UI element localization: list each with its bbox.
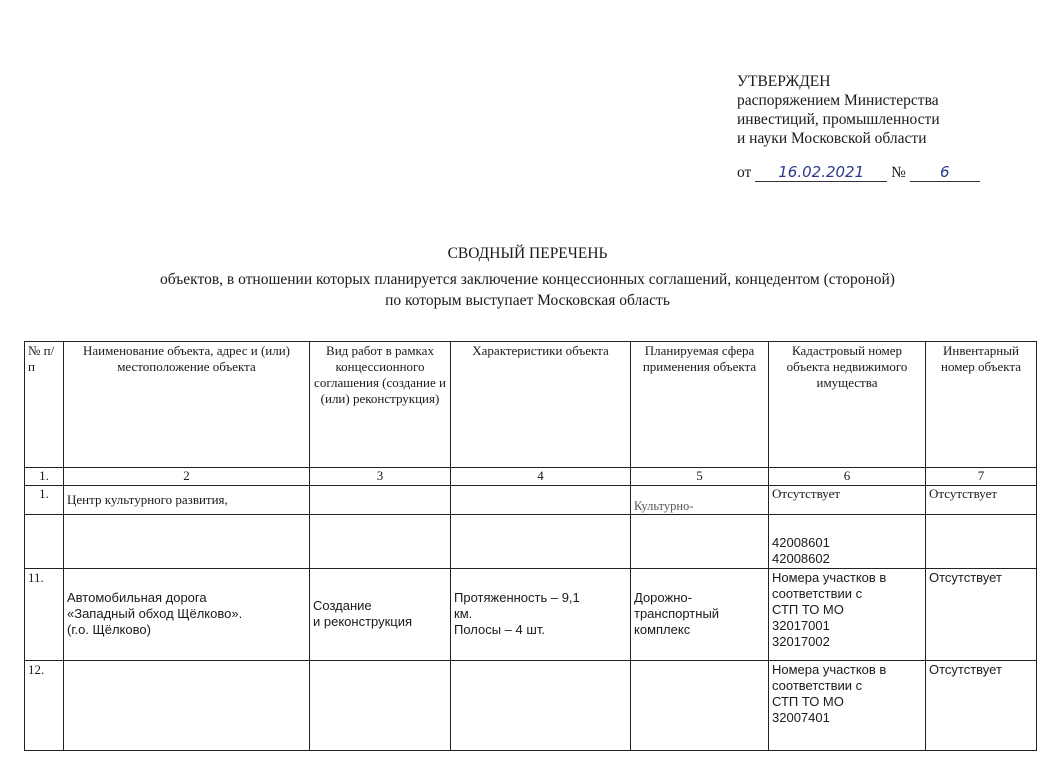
colnum-1: 1. [25,468,64,486]
header-characteristics: Характеристики объекта [451,342,631,468]
objects-table-top [24,341,1037,515]
cont-cadastral-line: 42008601 [772,534,830,550]
row11-cad-line: соответствии с [772,585,863,601]
row12-inventory: Отсутствует [926,660,1037,750]
row12-characteristics [451,660,631,750]
colnum-2: 2 [64,468,310,486]
row1-sphere-cell [631,486,769,515]
cont-inventory [926,512,1037,568]
row11-work-line: Создание [313,598,372,613]
row12-cad-line: соответствии с [772,677,863,693]
row12-cad-line: Номера участков в [772,661,887,677]
row11-cad-line: Номера участков в [772,569,887,585]
document-subtitle-line2: по которым выступает Московская область [385,292,670,309]
row12-cad-line: СТП ТО МО [772,693,844,709]
row11-cad-line: 32017001 [772,617,830,633]
row1-cadastral: Отсутствует [769,486,926,515]
cont-characteristics [451,512,631,568]
cont-work [310,512,451,568]
date-prefix: от [737,164,752,181]
colnum-5: 5 [631,468,769,486]
row11-sphere-line: комплекс [634,622,691,637]
cont-cadastral [769,512,926,568]
row11-cadastral [769,568,926,660]
approval-authority-line2: инвестиций, промышленности [737,111,940,128]
header-sphere: Планируемая сфера применения объекта [631,342,769,468]
row11-inventory: Отсутствует [926,568,1037,660]
approval-date-number [737,163,1037,182]
row11-char-line: км. [454,606,473,621]
row12-name [64,660,310,750]
row12-cad-line: 32007401 [772,709,830,725]
approval-number: 6 [910,164,980,182]
cont-cadastral-line: 42008602 [772,550,830,566]
column-number-row [25,468,1037,486]
approval-authority-line1: распоряжением Министерства [737,92,939,109]
row11-sphere-line: Дорожно- [634,590,692,605]
header-number: № п/п [25,342,64,468]
row1-sphere: Культурно- [634,499,694,513]
row11-sphere-line: транспортный [634,606,720,621]
row12-cadastral [769,660,926,750]
cont-name [64,512,310,568]
row11-name-line: (г.о. Щёлково) [67,622,151,637]
document-subtitle-line1: объектов, в отношении которых планируется заключение концессионных соглашений, концедентом (стороной) [160,271,895,288]
header-cadastral: Кадастровый номер объекта недвижимого имущества [769,342,926,468]
row11-sphere [631,568,769,660]
row1-work [310,486,451,515]
header-work-type: Вид работ в рамках концессионного соглашения (создание и (или) реконструкция) [310,342,451,468]
row11-char-line: Полосы – 4 шт. [454,622,545,637]
row11-work-line: и реконструкция [313,614,413,629]
approval-status: УТВЕРЖДЕН [737,73,831,90]
cont-number [25,512,64,568]
header-name: Наименование объекта, адрес и (или) местоположение объекта [64,342,310,468]
row1-characteristics [451,486,631,515]
approval-date: 16.02.2021 [755,164,887,182]
table-row-1 [25,486,1037,515]
row1-number: 1. [25,486,64,515]
row11-cad-line: 32017002 [772,633,830,649]
table-header-row [25,342,1037,468]
number-prefix: № [891,164,906,181]
row12-sphere [631,660,769,750]
row1-inventory: Отсутствует [926,486,1037,515]
table-row-11 [25,568,1037,660]
colnum-3: 3 [310,468,451,486]
row1-name: Центр культурного развития, [67,492,228,507]
document-title: СВОДНЫЙ ПЕРЕЧЕНЬ [447,245,608,262]
header-inventory: Инвентарный номер объекта [926,342,1037,468]
colnum-6: 6 [769,468,926,486]
row11-characteristics [451,568,631,660]
colnum-4: 4 [451,468,631,486]
row1-name-cell [64,486,310,515]
objects-table-bottom [24,512,1037,751]
row12-number: 12. [25,660,64,750]
cont-sphere [631,512,769,568]
row11-number: 11. [25,568,64,660]
row11-name-line: «Западный обход Щёлково». [67,606,243,621]
row12-work [310,660,451,750]
approval-block [737,72,1037,182]
approval-authority-line3: и науки Московской области [737,130,927,147]
row11-work [310,568,451,660]
row11-name-line: Автомобильная дорога [67,590,207,605]
colnum-7: 7 [926,468,1037,486]
table-row-12 [25,660,1037,750]
continuation-row [25,512,1037,568]
row11-char-line: Протяженность – 9,1 [454,590,580,605]
row11-cad-line: СТП ТО МО [772,601,844,617]
row11-name [64,568,310,660]
